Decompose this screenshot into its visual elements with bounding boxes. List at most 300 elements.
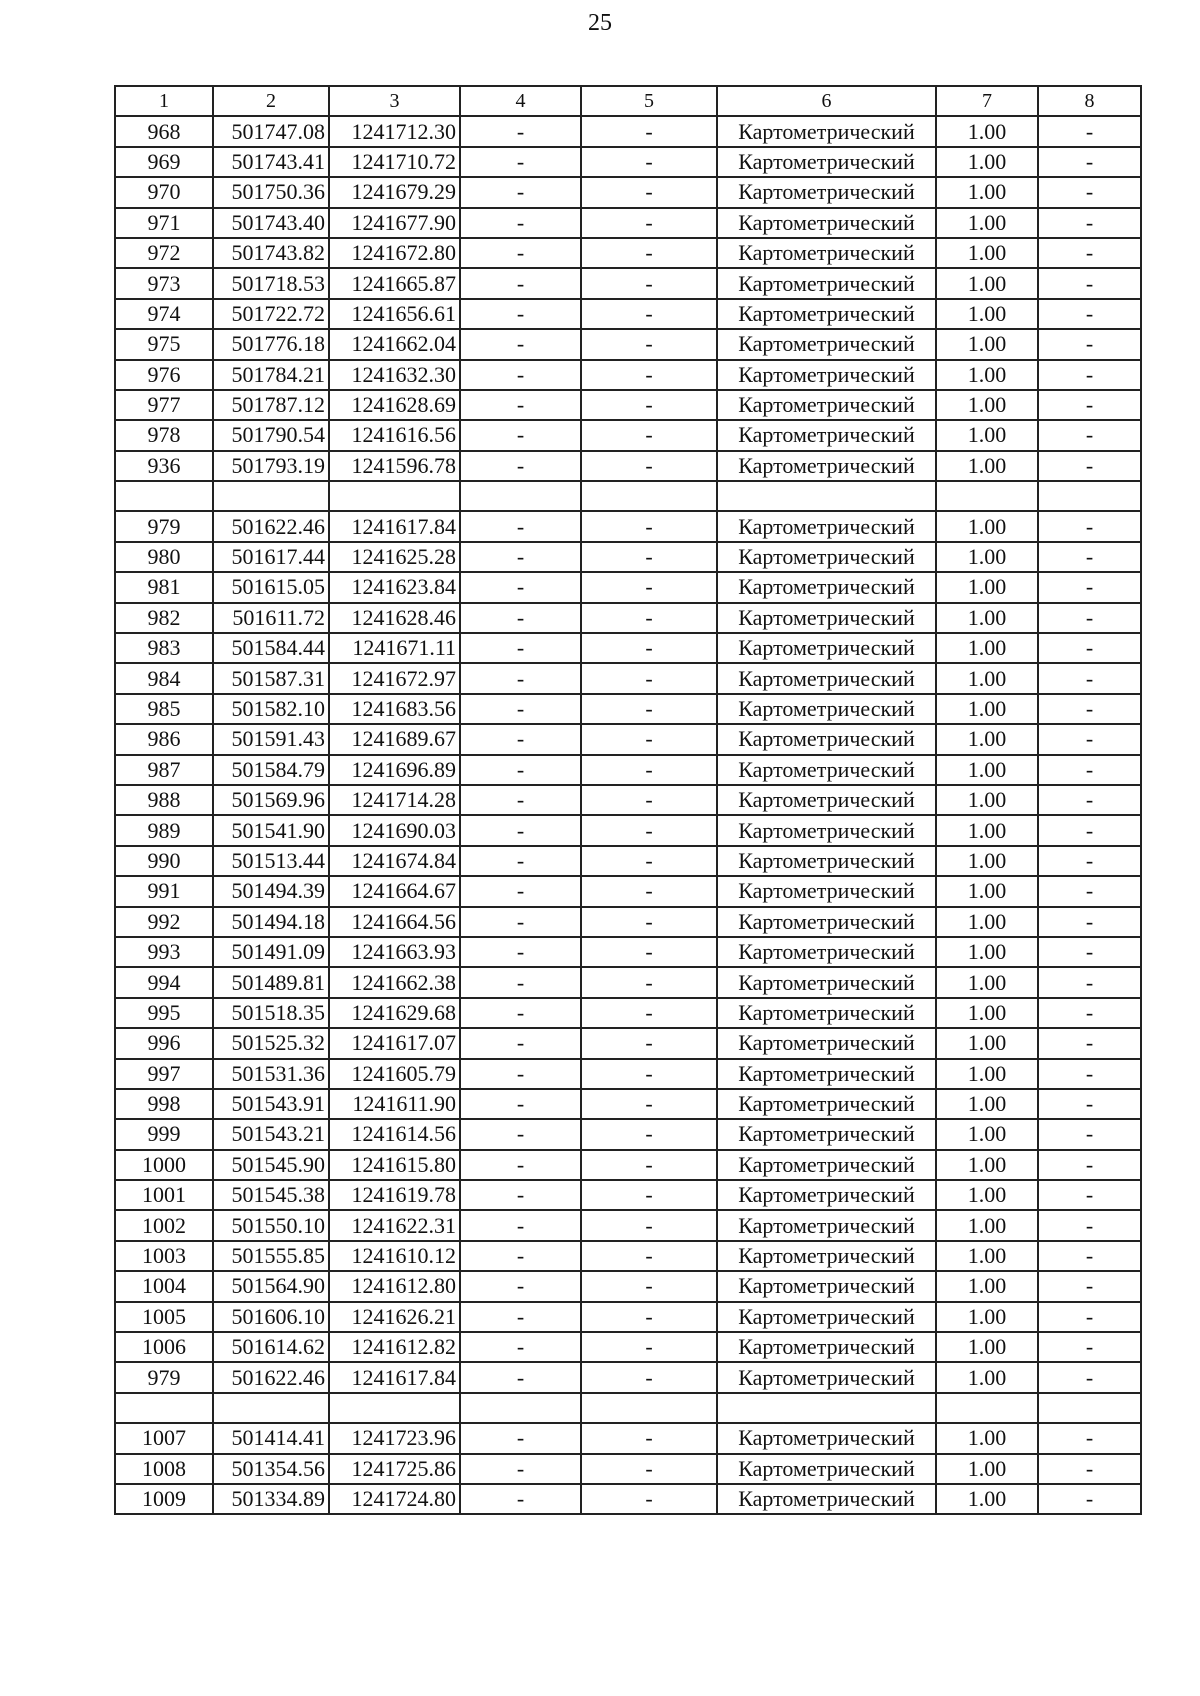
column-4-cell: - <box>460 360 581 390</box>
x-coordinate-cell: 501582.10 <box>213 694 329 724</box>
method-cell: Картометрический <box>717 1210 936 1240</box>
y-coordinate-cell: 1241672.97 <box>329 663 460 693</box>
method-cell: Картометрический <box>717 1454 936 1484</box>
column-4-cell: - <box>460 1028 581 1058</box>
x-coordinate-cell: 501587.31 <box>213 663 329 693</box>
point-number-cell: 996 <box>115 1028 213 1058</box>
table-row <box>115 177 1141 207</box>
accuracy-cell: 1.00 <box>936 511 1038 541</box>
point-number-cell: 986 <box>115 724 213 754</box>
method-cell: Картометрический <box>717 420 936 450</box>
point-number-cell: 993 <box>115 937 213 967</box>
method-cell: Картометрический <box>717 785 936 815</box>
accuracy-cell: 1.00 <box>936 329 1038 359</box>
column-5-cell: - <box>581 815 717 845</box>
table-row <box>115 1059 1141 1089</box>
column-4-cell: - <box>460 208 581 238</box>
y-coordinate-cell: 1241614.56 <box>329 1119 460 1149</box>
accuracy-cell: 1.00 <box>936 967 1038 997</box>
point-number-cell: 974 <box>115 299 213 329</box>
column-8-cell: - <box>1038 663 1141 693</box>
column-8-cell: - <box>1038 694 1141 724</box>
table-row <box>115 1332 1141 1362</box>
accuracy-cell: 1.00 <box>936 147 1038 177</box>
method-cell: Картометрический <box>717 663 936 693</box>
x-coordinate-cell: 501489.81 <box>213 967 329 997</box>
column-8-cell: - <box>1038 603 1141 633</box>
column-5-cell <box>581 481 717 511</box>
x-coordinate-cell: 501541.90 <box>213 815 329 845</box>
y-coordinate-cell: 1241714.28 <box>329 785 460 815</box>
column-4-cell: - <box>460 1241 581 1271</box>
point-number-cell <box>115 1393 213 1423</box>
method-cell: Картометрический <box>717 603 936 633</box>
accuracy-cell: 1.00 <box>936 238 1038 268</box>
method-cell: Картометрический <box>717 1089 936 1119</box>
point-number-cell: 1003 <box>115 1241 213 1271</box>
method-cell: Картометрический <box>717 1028 936 1058</box>
y-coordinate-cell: 1241690.03 <box>329 815 460 845</box>
column-5-cell: - <box>581 177 717 207</box>
column-8-cell <box>1038 1393 1141 1423</box>
y-coordinate-cell: 1241626.21 <box>329 1302 460 1332</box>
x-coordinate-cell: 501606.10 <box>213 1302 329 1332</box>
coordinates-table <box>114 85 1142 1515</box>
x-coordinate-cell: 501584.44 <box>213 633 329 663</box>
x-coordinate-cell: 501784.21 <box>213 360 329 390</box>
accuracy-cell: 1.00 <box>936 268 1038 298</box>
column-8-cell: - <box>1038 755 1141 785</box>
accuracy-cell: 1.00 <box>936 1210 1038 1240</box>
table-row <box>115 1119 1141 1149</box>
column-5-cell: - <box>581 1089 717 1119</box>
y-coordinate-cell: 1241672.80 <box>329 238 460 268</box>
method-cell: Картометрический <box>717 268 936 298</box>
method-cell: Картометрический <box>717 542 936 572</box>
column-4-cell: - <box>460 542 581 572</box>
method-cell: Картометрический <box>717 451 936 481</box>
point-number-cell: 1009 <box>115 1484 213 1514</box>
accuracy-cell: 1.00 <box>936 299 1038 329</box>
column-8-cell: - <box>1038 177 1141 207</box>
x-coordinate-cell: 501615.05 <box>213 572 329 602</box>
y-coordinate-cell: 1241725.86 <box>329 1454 460 1484</box>
accuracy-cell: 1.00 <box>936 998 1038 1028</box>
column-4-cell: - <box>460 967 581 997</box>
column-header: 7 <box>936 86 1038 116</box>
table-row <box>115 967 1141 997</box>
point-number-cell: 990 <box>115 846 213 876</box>
accuracy-cell <box>936 1393 1038 1423</box>
accuracy-cell: 1.00 <box>936 1119 1038 1149</box>
y-coordinate-cell: 1241612.82 <box>329 1332 460 1362</box>
point-number-cell: 985 <box>115 694 213 724</box>
column-8-cell: - <box>1038 511 1141 541</box>
column-4-cell: - <box>460 815 581 845</box>
point-number-cell: 989 <box>115 815 213 845</box>
table-row <box>115 1423 1141 1453</box>
accuracy-cell: 1.00 <box>936 1362 1038 1392</box>
column-8-cell: - <box>1038 299 1141 329</box>
column-5-cell: - <box>581 967 717 997</box>
column-5-cell: - <box>581 1180 717 1210</box>
point-number-cell: 980 <box>115 542 213 572</box>
column-5-cell: - <box>581 451 717 481</box>
column-5-cell: - <box>581 1028 717 1058</box>
method-cell: Картометрический <box>717 998 936 1028</box>
accuracy-cell: 1.00 <box>936 633 1038 663</box>
accuracy-cell: 1.00 <box>936 724 1038 754</box>
method-cell: Картометрический <box>717 907 936 937</box>
point-number-cell: 1001 <box>115 1180 213 1210</box>
column-5-cell: - <box>581 1271 717 1301</box>
x-coordinate-cell: 501743.82 <box>213 238 329 268</box>
y-coordinate-cell: 1241656.61 <box>329 299 460 329</box>
table-row <box>115 815 1141 845</box>
column-5-cell: - <box>581 603 717 633</box>
column-8-cell: - <box>1038 1423 1141 1453</box>
column-8-cell: - <box>1038 329 1141 359</box>
point-number-cell: 984 <box>115 663 213 693</box>
table-row <box>115 481 1141 511</box>
y-coordinate-cell: 1241617.07 <box>329 1028 460 1058</box>
method-cell: Картометрический <box>717 1271 936 1301</box>
table-row <box>115 1028 1141 1058</box>
table-row <box>115 663 1141 693</box>
column-5-cell: - <box>581 633 717 663</box>
column-8-cell: - <box>1038 1089 1141 1119</box>
y-coordinate-cell: 1241611.90 <box>329 1089 460 1119</box>
column-8-cell: - <box>1038 420 1141 450</box>
column-4-cell: - <box>460 329 581 359</box>
method-cell: Картометрический <box>717 633 936 663</box>
x-coordinate-cell: 501718.53 <box>213 268 329 298</box>
column-4-cell: - <box>460 1119 581 1149</box>
x-coordinate-cell: 501743.41 <box>213 147 329 177</box>
column-8-cell: - <box>1038 1302 1141 1332</box>
x-coordinate-cell: 501611.72 <box>213 603 329 633</box>
method-cell: Картометрический <box>717 937 936 967</box>
point-number-cell: 1007 <box>115 1423 213 1453</box>
y-coordinate-cell: 1241662.38 <box>329 967 460 997</box>
column-4-cell: - <box>460 633 581 663</box>
point-number-cell: 981 <box>115 572 213 602</box>
method-cell: Картометрический <box>717 390 936 420</box>
accuracy-cell: 1.00 <box>936 542 1038 572</box>
method-cell: Картометрический <box>717 116 936 146</box>
y-coordinate-cell <box>329 481 460 511</box>
accuracy-cell: 1.00 <box>936 1484 1038 1514</box>
column-5-cell: - <box>581 329 717 359</box>
table-row <box>115 451 1141 481</box>
column-8-cell: - <box>1038 876 1141 906</box>
column-8-cell: - <box>1038 542 1141 572</box>
column-4-cell: - <box>460 1454 581 1484</box>
x-coordinate-cell: 501414.41 <box>213 1423 329 1453</box>
table-row <box>115 1393 1141 1423</box>
table-header-row <box>115 86 1141 116</box>
method-cell: Картометрический <box>717 1241 936 1271</box>
column-header: 6 <box>717 86 936 116</box>
point-number-cell: 978 <box>115 420 213 450</box>
y-coordinate-cell: 1241689.67 <box>329 724 460 754</box>
x-coordinate-cell: 501617.44 <box>213 542 329 572</box>
column-4-cell: - <box>460 755 581 785</box>
x-coordinate-cell: 501614.62 <box>213 1332 329 1362</box>
table-row <box>115 208 1141 238</box>
column-8-cell: - <box>1038 1059 1141 1089</box>
method-cell: Картометрический <box>717 1332 936 1362</box>
accuracy-cell: 1.00 <box>936 846 1038 876</box>
column-5-cell: - <box>581 1119 717 1149</box>
column-5-cell: - <box>581 572 717 602</box>
table-row <box>115 116 1141 146</box>
accuracy-cell: 1.00 <box>936 572 1038 602</box>
column-5-cell: - <box>581 208 717 238</box>
point-number-cell: 973 <box>115 268 213 298</box>
table-row <box>115 603 1141 633</box>
column-8-cell: - <box>1038 633 1141 663</box>
point-number-cell: 998 <box>115 1089 213 1119</box>
x-coordinate-cell: 501793.19 <box>213 451 329 481</box>
table-row <box>115 329 1141 359</box>
x-coordinate-cell: 501545.38 <box>213 1180 329 1210</box>
accuracy-cell: 1.00 <box>936 694 1038 724</box>
column-4-cell: - <box>460 420 581 450</box>
x-coordinate-cell: 501569.96 <box>213 785 329 815</box>
column-4-cell: - <box>460 603 581 633</box>
point-number-cell <box>115 481 213 511</box>
table-row <box>115 1484 1141 1514</box>
column-header: 4 <box>460 86 581 116</box>
x-coordinate-cell: 501494.39 <box>213 876 329 906</box>
column-8-cell: - <box>1038 1332 1141 1362</box>
column-4-cell: - <box>460 238 581 268</box>
column-4-cell: - <box>460 907 581 937</box>
y-coordinate-cell: 1241674.84 <box>329 846 460 876</box>
y-coordinate-cell: 1241596.78 <box>329 451 460 481</box>
accuracy-cell: 1.00 <box>936 1423 1038 1453</box>
accuracy-cell: 1.00 <box>936 360 1038 390</box>
accuracy-cell: 1.00 <box>936 116 1038 146</box>
method-cell: Картометрический <box>717 572 936 602</box>
column-header: 3 <box>329 86 460 116</box>
x-coordinate-cell: 501525.32 <box>213 1028 329 1058</box>
column-8-cell: - <box>1038 451 1141 481</box>
point-number-cell: 994 <box>115 967 213 997</box>
table-row <box>115 572 1141 602</box>
point-number-cell: 983 <box>115 633 213 663</box>
point-number-cell: 979 <box>115 511 213 541</box>
table-row <box>115 360 1141 390</box>
table-row <box>115 876 1141 906</box>
accuracy-cell: 1.00 <box>936 603 1038 633</box>
x-coordinate-cell: 501584.79 <box>213 755 329 785</box>
column-5-cell: - <box>581 937 717 967</box>
method-cell: Картометрический <box>717 329 936 359</box>
point-number-cell: 969 <box>115 147 213 177</box>
x-coordinate-cell: 501591.43 <box>213 724 329 754</box>
method-cell: Картометрический <box>717 1150 936 1180</box>
method-cell: Картометрический <box>717 1302 936 1332</box>
point-number-cell: 997 <box>115 1059 213 1089</box>
column-5-cell: - <box>581 755 717 785</box>
column-4-cell: - <box>460 1180 581 1210</box>
x-coordinate-cell: 501518.35 <box>213 998 329 1028</box>
column-4-cell: - <box>460 694 581 724</box>
point-number-cell: 970 <box>115 177 213 207</box>
column-header: 5 <box>581 86 717 116</box>
column-8-cell: - <box>1038 846 1141 876</box>
table-row <box>115 420 1141 450</box>
table-row <box>115 755 1141 785</box>
method-cell: Картометрический <box>717 238 936 268</box>
column-5-cell: - <box>581 876 717 906</box>
x-coordinate-cell: 501743.40 <box>213 208 329 238</box>
table-row <box>115 1241 1141 1271</box>
y-coordinate-cell: 1241723.96 <box>329 1423 460 1453</box>
column-8-cell: - <box>1038 1028 1141 1058</box>
column-5-cell: - <box>581 147 717 177</box>
column-4-cell: - <box>460 785 581 815</box>
y-coordinate-cell: 1241628.46 <box>329 603 460 633</box>
method-cell: Картометрический <box>717 1180 936 1210</box>
column-4-cell: - <box>460 451 581 481</box>
y-coordinate-cell: 1241617.84 <box>329 1362 460 1392</box>
y-coordinate-cell: 1241664.67 <box>329 876 460 906</box>
accuracy-cell <box>936 481 1038 511</box>
accuracy-cell: 1.00 <box>936 390 1038 420</box>
column-5-cell <box>581 1393 717 1423</box>
column-8-cell: - <box>1038 360 1141 390</box>
column-4-cell <box>460 481 581 511</box>
x-coordinate-cell: 501491.09 <box>213 937 329 967</box>
y-coordinate-cell: 1241615.80 <box>329 1150 460 1180</box>
column-header: 8 <box>1038 86 1141 116</box>
column-8-cell: - <box>1038 572 1141 602</box>
x-coordinate-cell: 501722.72 <box>213 299 329 329</box>
accuracy-cell: 1.00 <box>936 937 1038 967</box>
method-cell: Картометрический <box>717 694 936 724</box>
column-8-cell: - <box>1038 1484 1141 1514</box>
point-number-cell: 991 <box>115 876 213 906</box>
column-8-cell: - <box>1038 1241 1141 1271</box>
table-row <box>115 268 1141 298</box>
point-number-cell: 971 <box>115 208 213 238</box>
accuracy-cell: 1.00 <box>936 1454 1038 1484</box>
column-8-cell: - <box>1038 998 1141 1028</box>
column-4-cell: - <box>460 724 581 754</box>
column-4-cell: - <box>460 390 581 420</box>
column-4-cell: - <box>460 663 581 693</box>
table-row <box>115 907 1141 937</box>
column-4-cell: - <box>460 937 581 967</box>
accuracy-cell: 1.00 <box>936 907 1038 937</box>
column-4-cell: - <box>460 1302 581 1332</box>
table-row <box>115 1150 1141 1180</box>
point-number-cell: 1004 <box>115 1271 213 1301</box>
point-number-cell: 992 <box>115 907 213 937</box>
column-4-cell: - <box>460 1150 581 1180</box>
table-row <box>115 1180 1141 1210</box>
table-row <box>115 1271 1141 1301</box>
column-5-cell: - <box>581 1210 717 1240</box>
x-coordinate-cell: 501531.36 <box>213 1059 329 1089</box>
column-4-cell: - <box>460 1362 581 1392</box>
table-row <box>115 694 1141 724</box>
accuracy-cell: 1.00 <box>936 1150 1038 1180</box>
point-number-cell: 1008 <box>115 1454 213 1484</box>
table-row <box>115 1362 1141 1392</box>
accuracy-cell: 1.00 <box>936 1089 1038 1119</box>
y-coordinate-cell: 1241612.80 <box>329 1271 460 1301</box>
accuracy-cell: 1.00 <box>936 1332 1038 1362</box>
x-coordinate-cell <box>213 481 329 511</box>
x-coordinate-cell: 501334.89 <box>213 1484 329 1514</box>
point-number-cell: 988 <box>115 785 213 815</box>
y-coordinate-cell: 1241665.87 <box>329 268 460 298</box>
y-coordinate-cell: 1241712.30 <box>329 116 460 146</box>
column-4-cell: - <box>460 1332 581 1362</box>
x-coordinate-cell: 501513.44 <box>213 846 329 876</box>
point-number-cell: 1005 <box>115 1302 213 1332</box>
y-coordinate-cell: 1241679.29 <box>329 177 460 207</box>
column-4-cell: - <box>460 177 581 207</box>
y-coordinate-cell: 1241605.79 <box>329 1059 460 1089</box>
table-row <box>115 390 1141 420</box>
method-cell: Картометрический <box>717 1059 936 1089</box>
x-coordinate-cell: 501494.18 <box>213 907 329 937</box>
column-4-cell: - <box>460 299 581 329</box>
point-number-cell: 1006 <box>115 1332 213 1362</box>
y-coordinate-cell: 1241622.31 <box>329 1210 460 1240</box>
method-cell: Картометрический <box>717 846 936 876</box>
x-coordinate-cell <box>213 1393 329 1423</box>
table-row <box>115 998 1141 1028</box>
column-4-cell: - <box>460 1484 581 1514</box>
column-4-cell: - <box>460 1271 581 1301</box>
table-body <box>115 86 1141 1514</box>
x-coordinate-cell: 501750.36 <box>213 177 329 207</box>
y-coordinate-cell: 1241677.90 <box>329 208 460 238</box>
method-cell: Картометрический <box>717 511 936 541</box>
method-cell: Картометрический <box>717 360 936 390</box>
table-row <box>115 238 1141 268</box>
column-5-cell: - <box>581 663 717 693</box>
column-5-cell: - <box>581 1362 717 1392</box>
accuracy-cell: 1.00 <box>936 663 1038 693</box>
y-coordinate-cell: 1241625.28 <box>329 542 460 572</box>
column-4-cell: - <box>460 1059 581 1089</box>
y-coordinate-cell: 1241632.30 <box>329 360 460 390</box>
point-number-cell: 1002 <box>115 1210 213 1240</box>
y-coordinate-cell: 1241696.89 <box>329 755 460 785</box>
table-row <box>115 1454 1141 1484</box>
column-8-cell: - <box>1038 208 1141 238</box>
point-number-cell: 968 <box>115 116 213 146</box>
x-coordinate-cell: 501787.12 <box>213 390 329 420</box>
table-row <box>115 846 1141 876</box>
y-coordinate-cell: 1241623.84 <box>329 572 460 602</box>
column-5-cell: - <box>581 1302 717 1332</box>
method-cell: Картометрический <box>717 177 936 207</box>
column-5-cell: - <box>581 1241 717 1271</box>
point-number-cell: 936 <box>115 451 213 481</box>
column-4-cell: - <box>460 846 581 876</box>
accuracy-cell: 1.00 <box>936 1241 1038 1271</box>
x-coordinate-cell: 501564.90 <box>213 1271 329 1301</box>
point-number-cell: 1000 <box>115 1150 213 1180</box>
